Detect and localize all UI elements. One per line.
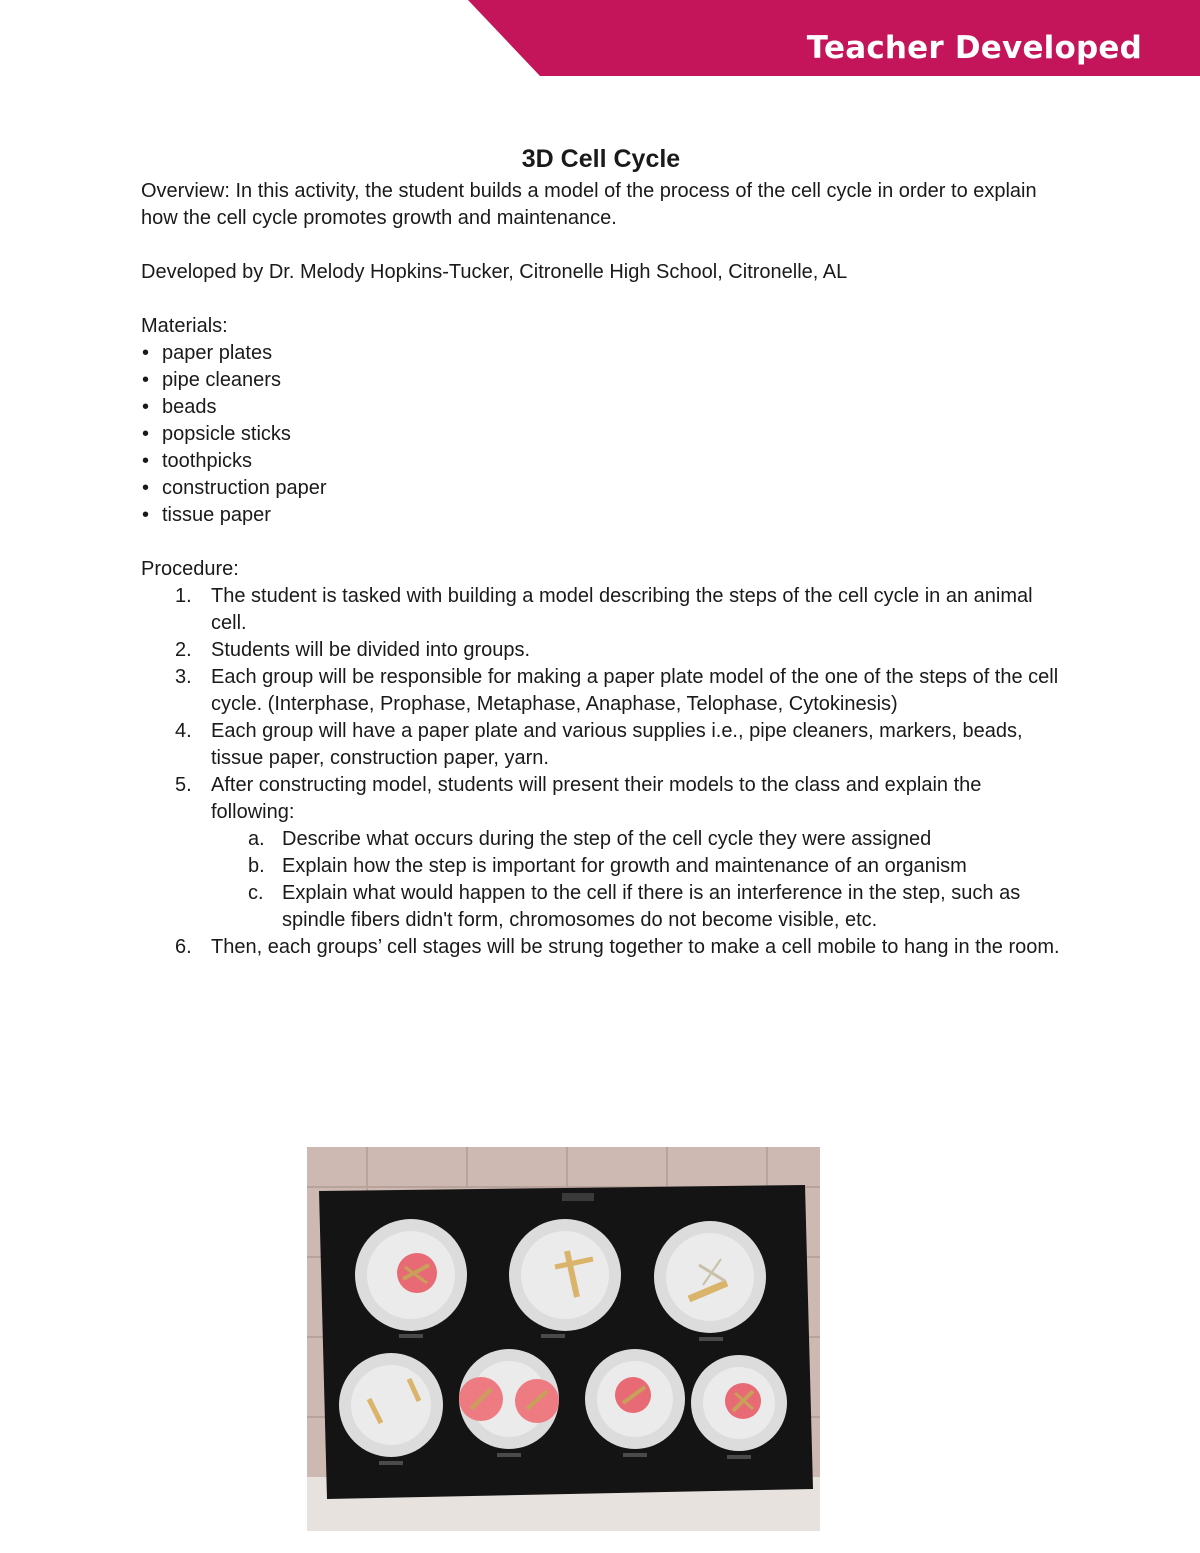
step-text: After constructing model, students will present their models to the class and explain the following: (211, 774, 982, 823)
document-title: 3D Cell Cycle (521, 145, 681, 173)
procedure-heading: Procedure: (141, 558, 239, 580)
substep-text: Describe what occurs during the step of the cell cycle they were assigned (282, 828, 932, 850)
procedure-step (141, 664, 1061, 718)
substep-letter: b. (248, 855, 265, 877)
substep (211, 853, 1061, 880)
developed-by-line: Developed by Dr. Melody Hopkins-Tucker, Citronelle High School, Citronelle, AL (141, 261, 848, 283)
teacher-developed-banner (468, 0, 1200, 76)
substep-text: Explain how the step is important for growth and maintenance of an organism (282, 855, 967, 877)
list-item: • toothpicks (141, 448, 1061, 475)
procedure-step (141, 772, 1061, 934)
document-body (141, 142, 1061, 961)
cell-cycle-model-photo (307, 1147, 820, 1531)
list-item: • popsicle sticks (141, 421, 1061, 448)
list-item: • pipe cleaners (141, 367, 1061, 394)
procedure-step (141, 583, 1061, 637)
step-number: 5. (175, 774, 192, 796)
substep-text: Explain what would happen to the cell if there is an interference in the step, such as spindle fibers didn't form, chromosomes do not become visible, etc. (282, 882, 1021, 931)
substep-list (211, 826, 1061, 934)
step-number: 2. (175, 639, 192, 661)
substep (211, 826, 1061, 853)
step-text: Then, each groups’ cell stages will be strung together to make a cell mobile to hang in the room. (211, 936, 1060, 958)
procedure-list (141, 583, 1061, 961)
procedure-step (141, 637, 1061, 664)
step-text: Each group will be responsible for making a paper plate model of the one of the steps of the cell cycle. (Interphase, Prophase, Metaphase, Anaphase, Telophase, Cytokinesis) (211, 666, 1059, 715)
step-text: The student is tasked with building a model describing the steps of the cell cycle in an animal cell. (211, 585, 1033, 634)
procedure-step (141, 934, 1061, 961)
substep-letter: a. (248, 828, 265, 850)
substep-letter: c. (248, 882, 264, 904)
materials-list (141, 340, 1061, 529)
list-item: • tissue paper (141, 502, 1061, 529)
materials-heading: Materials: (141, 315, 228, 337)
list-item: • beads (141, 394, 1061, 421)
substep (211, 880, 1061, 934)
step-number: 1. (175, 585, 192, 607)
step-number: 6. (175, 936, 192, 958)
list-item: • construction paper (141, 475, 1061, 502)
list-item: • paper plates (141, 340, 1061, 367)
step-text: Each group will have a paper plate and various supplies i.e., pipe cleaners, markers, beads, tissue paper, construction paper, yarn. (211, 720, 1023, 769)
procedure-step (141, 718, 1061, 772)
step-number: 3. (175, 666, 192, 688)
photo-illustration (307, 1147, 820, 1531)
step-text: Students will be divided into groups. (211, 639, 531, 661)
overview-paragraph: Overview: In this activity, the student builds a model of the process of the cell cycle in order to explain how the cell cycle promotes growth and maintenance. (141, 180, 1037, 229)
banner-label: Teacher Developed (806, 30, 1142, 66)
step-number: 4. (175, 720, 192, 742)
